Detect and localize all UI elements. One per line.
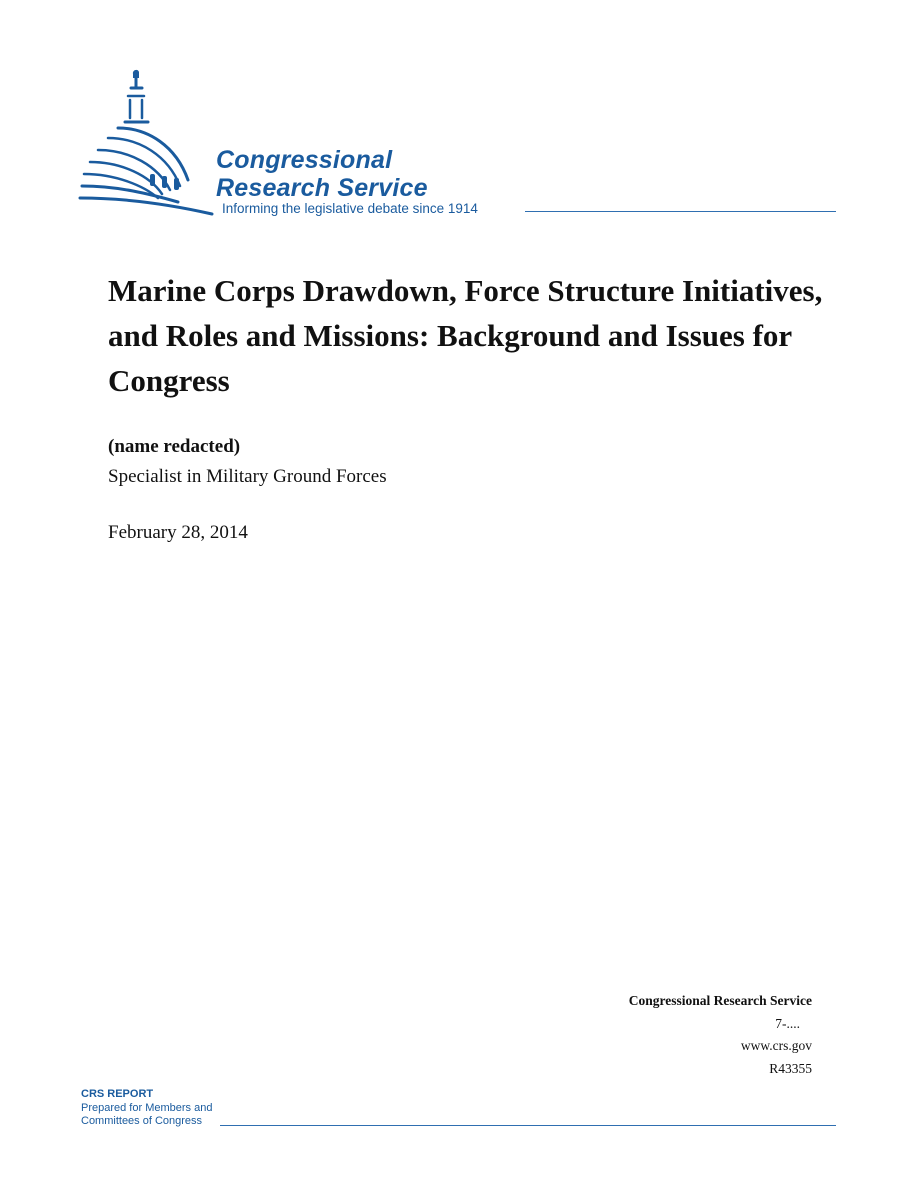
footer-rule (220, 1125, 836, 1126)
author-name: (name redacted) (108, 436, 241, 457)
footer-line1: Prepared for Members and (81, 1101, 213, 1114)
publisher-block (629, 990, 812, 1080)
report-date: February 28, 2014 (108, 522, 248, 543)
logo-name-line1: Congressional (216, 146, 393, 174)
logo-tagline: Informing the legislative debate since 1914 (222, 201, 478, 216)
publisher-org: Congressional Research Service (628, 993, 812, 1008)
report-number: R43355 (769, 1060, 812, 1076)
header-rule (525, 211, 836, 212)
footer-heading: CRS REPORT (81, 1088, 154, 1100)
report-title: Marine Corps Drawdown, Force Structure Initiatives, and Roles and Missions: Background and Issues for Congress (108, 273, 823, 398)
author-role: Specialist in Military Ground Forces (108, 466, 387, 487)
publisher-website: www.crs.gov (740, 1038, 812, 1053)
footer-line2: Committees of Congress (81, 1115, 203, 1127)
footer-label (81, 1088, 212, 1129)
logo-wordmark (216, 146, 428, 202)
capitol-dome-icon (78, 66, 218, 218)
publisher-code: 7-.... (775, 1015, 800, 1031)
logo-name-line2: Research Service (216, 174, 428, 202)
